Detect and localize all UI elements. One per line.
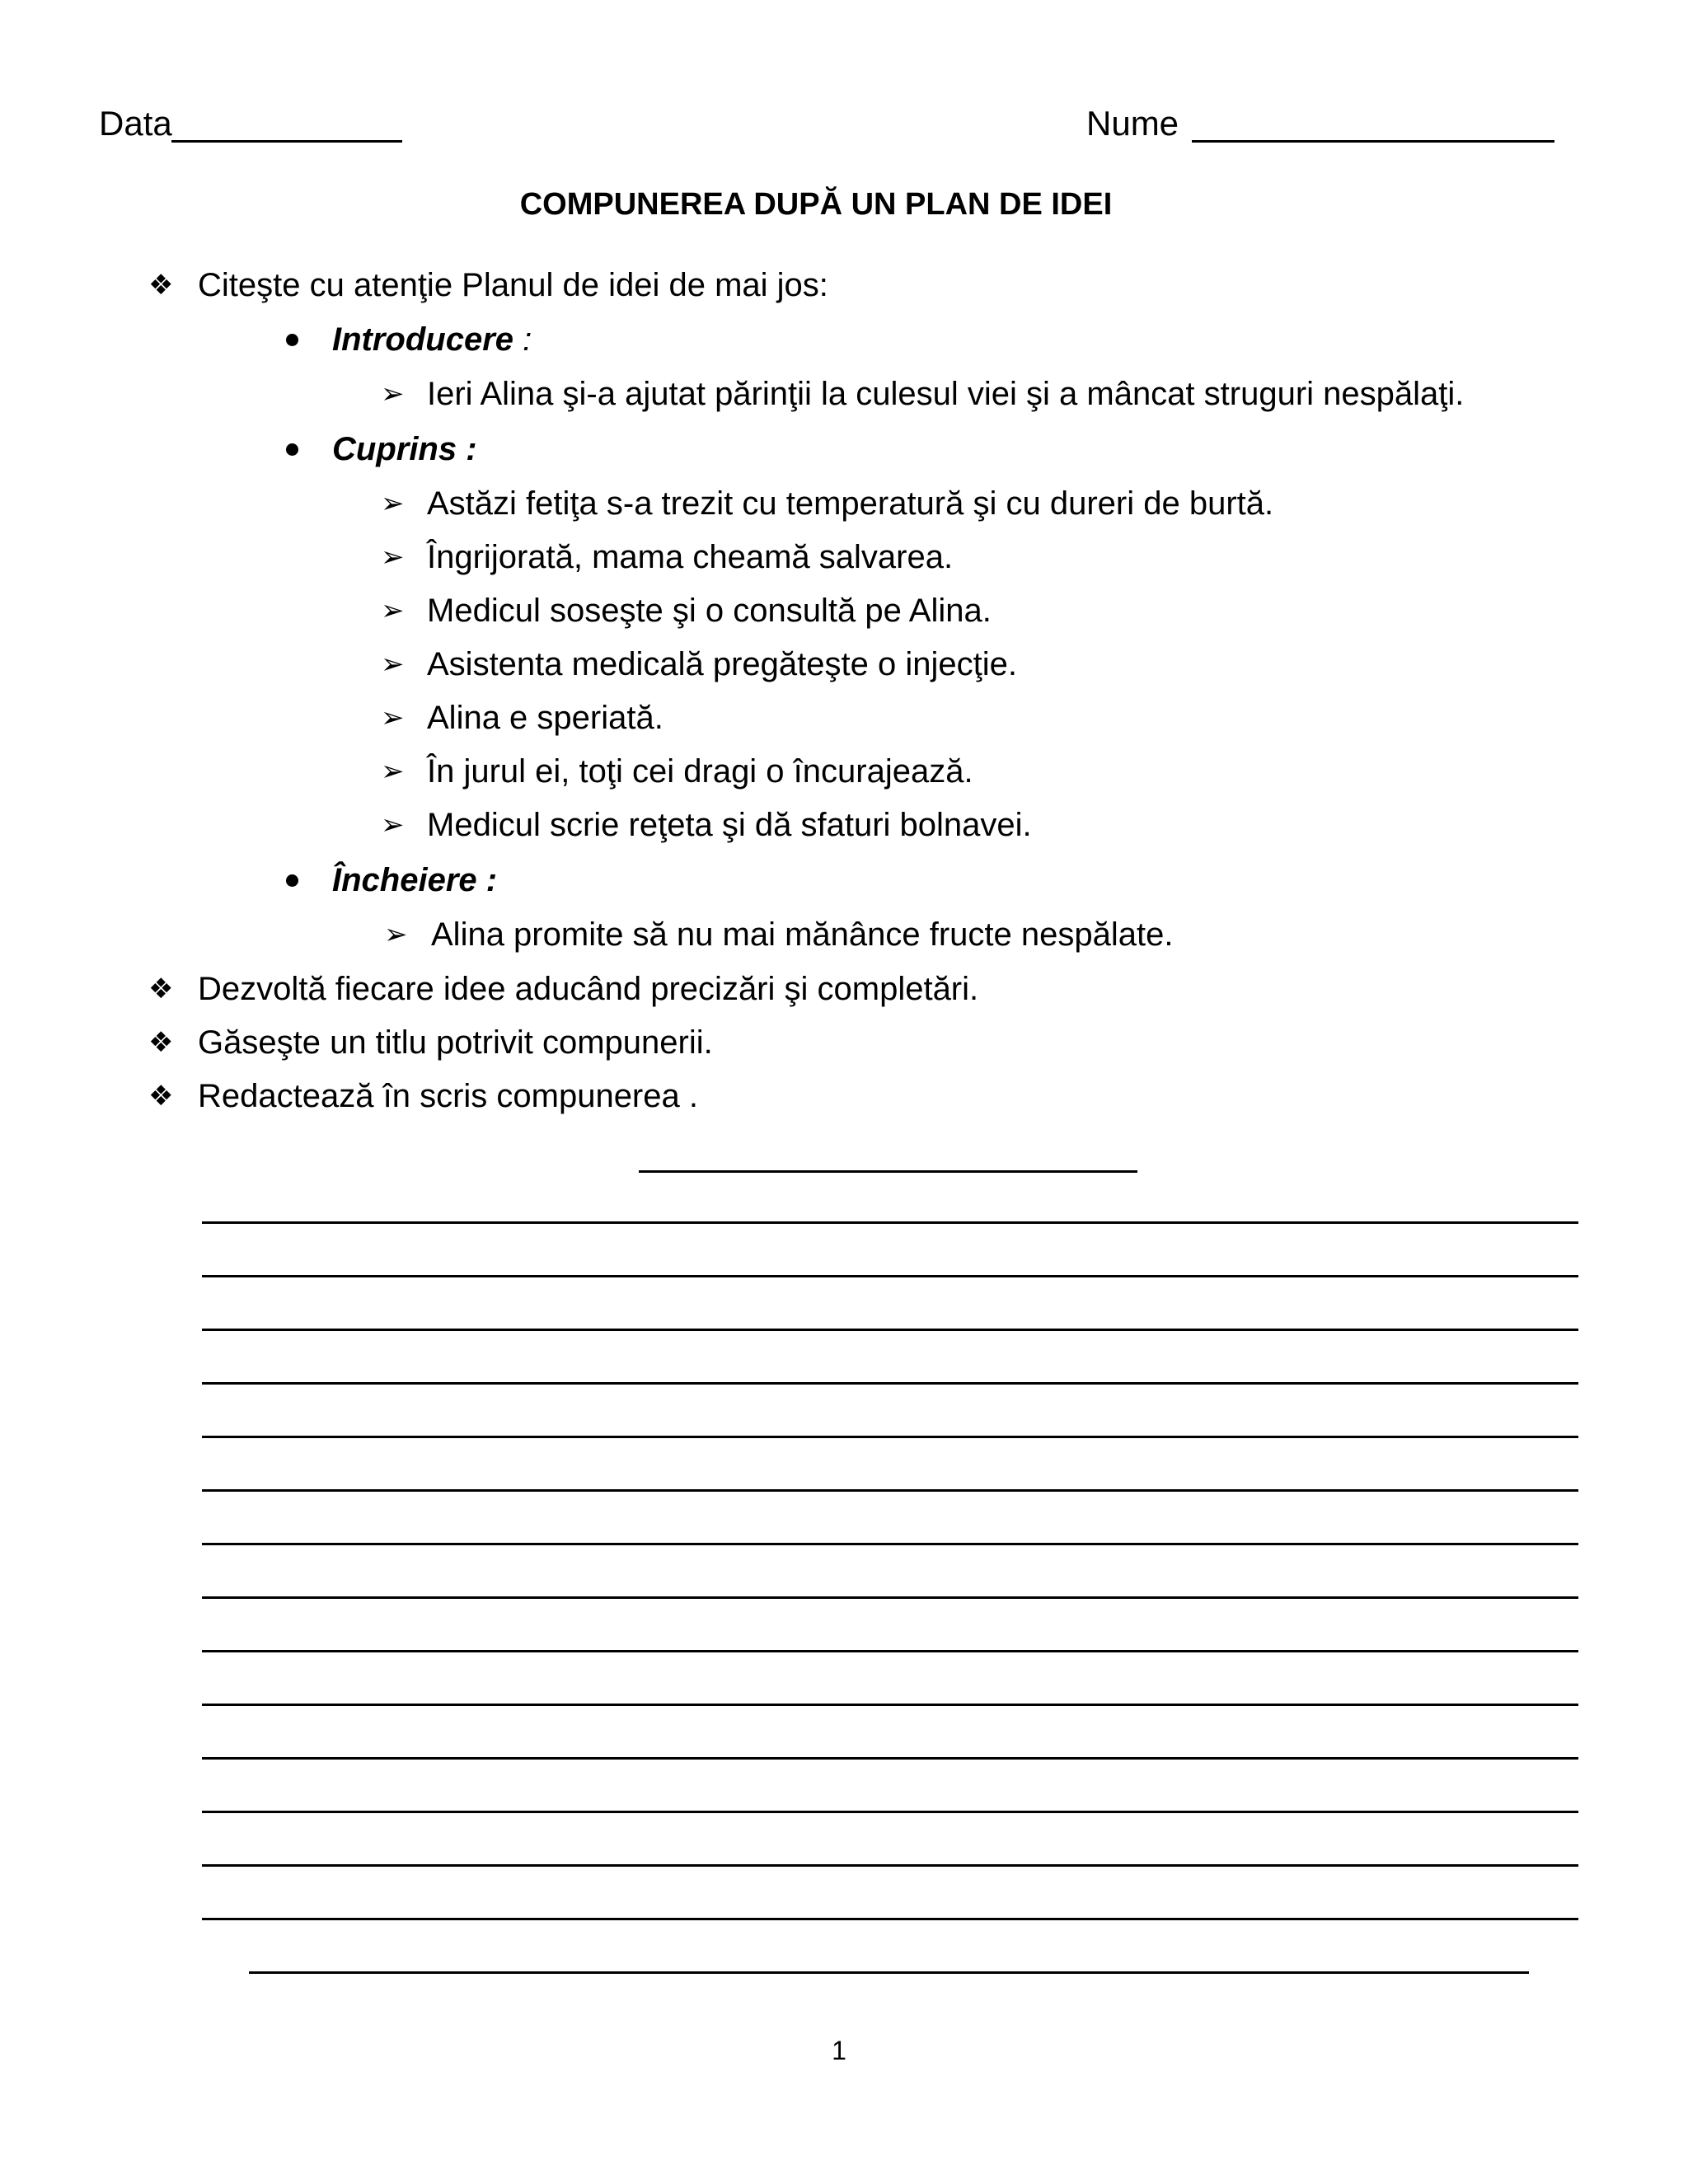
writing-line[interactable]	[202, 1382, 1578, 1385]
writing-line[interactable]	[202, 1329, 1578, 1331]
filled-circle-icon	[286, 443, 298, 456]
introducere-label: Introducere	[332, 321, 514, 358]
plan-item: Alina promite să nu mai mănânce fructe nespălate.	[431, 916, 1174, 953]
section-heading-incheiere: Încheiere :	[332, 862, 498, 898]
name-blank-line[interactable]	[1192, 140, 1554, 143]
plan-item: Îngrijorată, mama cheamă salvarea.	[427, 539, 954, 575]
writing-line[interactable]	[202, 1811, 1578, 1813]
four-diamond-icon: ❖	[148, 269, 174, 302]
arrowhead-icon: ➢	[381, 755, 405, 788]
writing-line[interactable]	[202, 1596, 1578, 1599]
instruction-title: Găseşte un titlu potrivit compunerii.	[198, 1024, 713, 1061]
writing-line[interactable]	[202, 1864, 1578, 1867]
page-title: COMPUNEREA DUPĂ UN PLAN DE IDEI	[519, 187, 1113, 222]
section-heading-introducere	[332, 320, 532, 359]
arrowhead-icon: ➢	[381, 487, 405, 520]
plan-item: Asistenta medicală pregăteşte o injecţie.	[427, 646, 1017, 682]
page-number: 1	[832, 2036, 846, 2065]
instruction-write: Redactează în scris compunerea .	[198, 1078, 698, 1114]
plan-item: Medicul scrie reţeta şi dă sfaturi bolnavei.	[427, 807, 1032, 843]
plan-item: În jurul ei, toţi cei dragi o încurajează.	[427, 753, 973, 790]
plan-item: Astăzi fetiţa s-a trezit cu temperatură şi cu dureri de burtă.	[427, 485, 1274, 522]
writing-line[interactable]	[249, 1971, 1529, 1974]
date-blank-line[interactable]	[171, 140, 402, 143]
writing-line[interactable]	[202, 1275, 1578, 1277]
arrowhead-icon: ➢	[384, 918, 408, 951]
plan-item: Medicul soseşte şi o consultă pe Alina.	[427, 593, 992, 629]
name-field	[1086, 103, 1179, 144]
arrowhead-icon: ➢	[381, 594, 405, 627]
writing-line[interactable]	[202, 1918, 1578, 1920]
plan-item: Alina e speriată.	[427, 700, 663, 736]
arrowhead-icon: ➢	[381, 541, 405, 574]
four-diamond-icon: ❖	[148, 972, 174, 1005]
four-diamond-icon: ❖	[148, 1026, 174, 1059]
writing-line[interactable]	[202, 1436, 1578, 1438]
section-heading-cuprins: Cuprins :	[332, 431, 477, 467]
arrowhead-icon: ➢	[381, 648, 405, 681]
writing-line[interactable]	[202, 1757, 1578, 1760]
filled-circle-icon	[286, 874, 298, 887]
writing-line[interactable]	[202, 1221, 1578, 1224]
writing-line[interactable]	[202, 1704, 1578, 1706]
introducere-colon: :	[513, 321, 532, 358]
date-label: Data	[99, 104, 172, 143]
filled-circle-icon	[286, 334, 298, 346]
writing-line[interactable]	[202, 1489, 1578, 1492]
four-diamond-icon: ❖	[148, 1080, 174, 1113]
date-field	[99, 103, 172, 144]
instruction-read: Citeşte cu atenţie Planul de idei de mai jos:	[198, 267, 828, 303]
instruction-develop: Dezvoltă fiecare idee aducând precizări şi completări.	[198, 971, 979, 1007]
arrowhead-icon: ➢	[381, 808, 405, 841]
arrowhead-icon: ➢	[381, 701, 405, 734]
arrowhead-icon: ➢	[381, 377, 405, 410]
writing-line[interactable]	[202, 1650, 1578, 1652]
name-label: Nume	[1086, 104, 1179, 143]
writing-line[interactable]	[202, 1543, 1578, 1545]
composition-title-line[interactable]	[639, 1170, 1137, 1173]
plan-item: Ieri Alina şi-a ajutat părinţii la culesul viei şi a mâncat struguri nespălaţi.	[427, 376, 1465, 412]
